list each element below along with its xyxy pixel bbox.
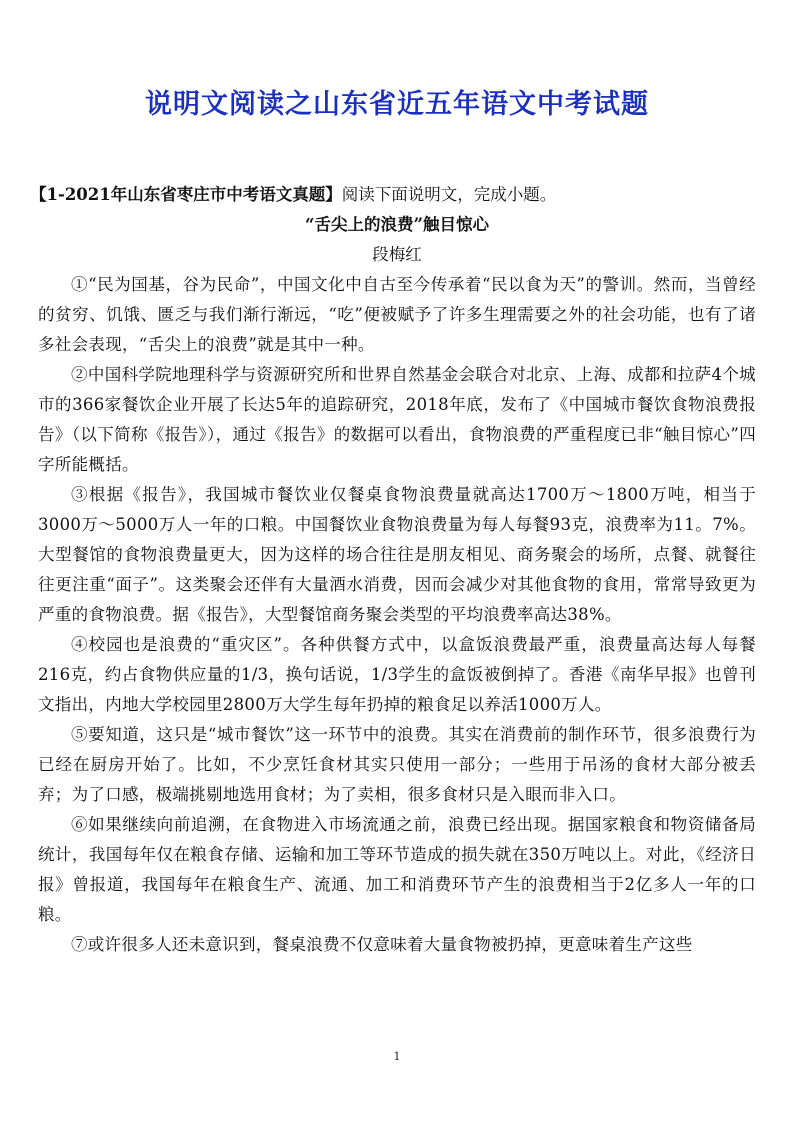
- question-header: 【1-2021年山东省枣庄市中考语文真题】: [30, 185, 342, 204]
- paragraph-1: ①“民为国基，谷为民命”，中国文化中自古至今传承着“民以食为天”的警训。然而，当曾经的贫穷、饥饿、匮乏与我们渐行渐远，“吃”便被赋予了许多生理需要之外的社会功能，也有了诸多社会表现，“舌尖上的浪费”就是其中一种。: [38, 275, 756, 354]
- question-intro: [30, 180, 756, 210]
- paragraph-2: ②中国科学院地理科学与资源研究所和世界自然基金会联合对北京、上海、成都和拉萨4个城市的366家餐饮企业开展了长达5年的追踪研究，2018年底，发布了《中国城市餐饮食物浪费报告》（以下简称《报告》），通过《报告》的数据可以看出，食物浪费的严重程度已非“触目惊心”四字所能概括。: [38, 365, 756, 474]
- question-instruction: 阅读下面说明文，完成小题。: [341, 185, 557, 204]
- paragraph-3: ③根据《报告》，我国城市餐饮业仅餐桌食物浪费量就高达1700万～1800万吨，相当于3000万～5000万人一年的口粮。中国餐饮业食物浪费量为每人每餐93克，浪费率为11。7%。大型餐馆的食物浪费量更大，因为这样的场合往往是朋友相见、商务聚会的场所，点餐、就餐往往更注重“面子”。这类聚会还伴有大量酒水消费，因而会减少对其他食物的食用，常常导致更为严重的食物浪费。据《报告》，大型餐馆商务聚会类型的平均浪费率高达38%。: [38, 485, 756, 624]
- paragraph-6: ⑥如果继续向前追溯，在食物进入市场流通之前，浪费已经出现。据国家粮食和物资储备局统计，我国每年仅在粮食存储、运输和加工等环节造成的损失就在350万吨以上。对此，《经济日报》曾报道，我国每年在粮食生产、流通、加工和消费环节产生的浪费相当于2亿多人一年的口粮。: [38, 815, 756, 924]
- paragraph-4: ④校园也是浪费的“重灾区”。各种供餐方式中，以盒饭浪费最严重，浪费量高达每人每餐216克，约占食物供应量的1/3，换句话说，1/3学生的盒饭被倒掉了。香港《南华早报》也曾刊文指出，内地大学校园里2800万大学生每年扔掉的粮食足以养活1000万人。: [38, 635, 756, 714]
- page-number: 1: [393, 1050, 401, 1063]
- article-author: 段梅红: [372, 245, 422, 264]
- document-title: 说明文阅读之山东省近五年语文中考试题: [145, 89, 649, 120]
- document-body: [30, 180, 756, 960]
- article-title: “舌尖上的浪费”触目惊心: [305, 215, 489, 234]
- paragraph-5: ⑤要知道，这只是“城市餐饮”这一环节中的浪费。其实在消费前的制作环节，很多浪费行为已经在厨房开始了。比如，不少烹饪食材其实只使用一部分；一些用于吊汤的食材大部分被丢弃；为了口感，极端挑剔地选用食材；为了卖相，很多食材只是入眼而非入口。: [38, 725, 756, 804]
- paragraph-7: ⑦或许很多人还未意识到，餐桌浪费不仅意味着大量食物被扔掉，更意味着生产这些: [71, 935, 693, 954]
